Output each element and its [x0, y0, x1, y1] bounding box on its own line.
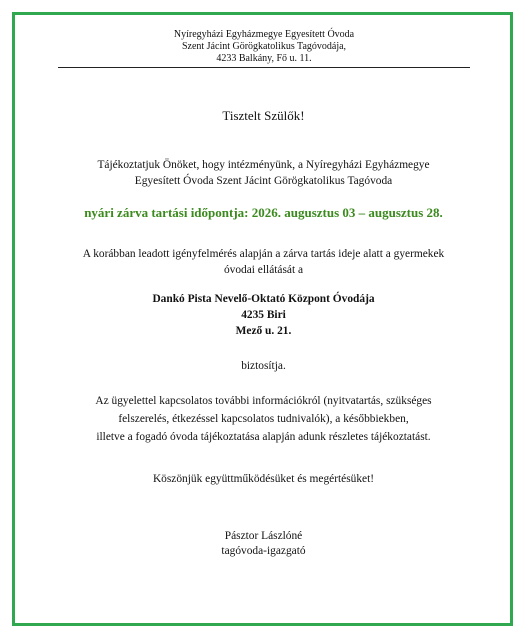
care-line-1: A korábban leadott igényfelmérés alapján a zárva tartás ideje alatt a gyermekek: [82, 248, 445, 260]
signatory-title: tagóvoda-igazgató: [221, 545, 306, 557]
intro-paragraph: [15, 157, 512, 189]
letterhead: [58, 29, 470, 65]
letterhead-line-2: Szent Jácint Görögkatolikus Tagóvodája,: [181, 41, 347, 52]
ensures-text: biztosítja.: [241, 360, 286, 372]
host-kindergarten-street: Mező u. 21.: [235, 325, 292, 337]
intro-line-1: Tájékoztatjuk Önöket, hogy intézményünk, a Nyíregyházi Egyházmegye: [97, 159, 430, 171]
signatory-name: Pásztor Lászlóné: [224, 530, 303, 542]
letterhead-divider: [58, 67, 470, 68]
care-line-2: óvodai ellátását a: [223, 264, 304, 276]
signature-block: [15, 529, 512, 559]
info-line-3: illetve a fogadó óvoda tájékoztatása alapján adunk részletes tájékoztatást.: [96, 431, 431, 443]
letterhead-line-3: 4233 Balkány, Fő u. 11.: [216, 53, 312, 64]
info-line-2: felszerelés, étkezéssel kapcsolatos tudnivalók), a későbbiekben,: [118, 413, 409, 425]
letterhead-line-1: Nyíregyházi Egyházmegye Egyesített Óvoda: [173, 29, 355, 40]
thanks-text: Köszönjük együttműködésüket és megértésüket!: [152, 473, 375, 485]
host-kindergarten-name: Dankó Pista Nevelő-Oktató Központ Óvodája: [152, 293, 375, 305]
intro-line-2: Egyesített Óvoda Szent Jácint Görögkatolikus Tagóvoda: [134, 175, 393, 187]
closure-dates-highlight: nyári zárva tartási időpontja: 2026. augusztus 03 – augusztus 28.: [84, 205, 443, 220]
info-paragraph: [15, 392, 512, 446]
host-kindergarten-city: 4235 Biri: [241, 309, 286, 321]
care-paragraph: [15, 246, 512, 278]
greeting: Tisztelt Szülők!: [222, 108, 305, 123]
info-line-1: Az ügyelettel kapcsolatos további információkról (nyitvatartás, szükséges: [95, 395, 432, 407]
host-kindergarten: [15, 291, 512, 339]
